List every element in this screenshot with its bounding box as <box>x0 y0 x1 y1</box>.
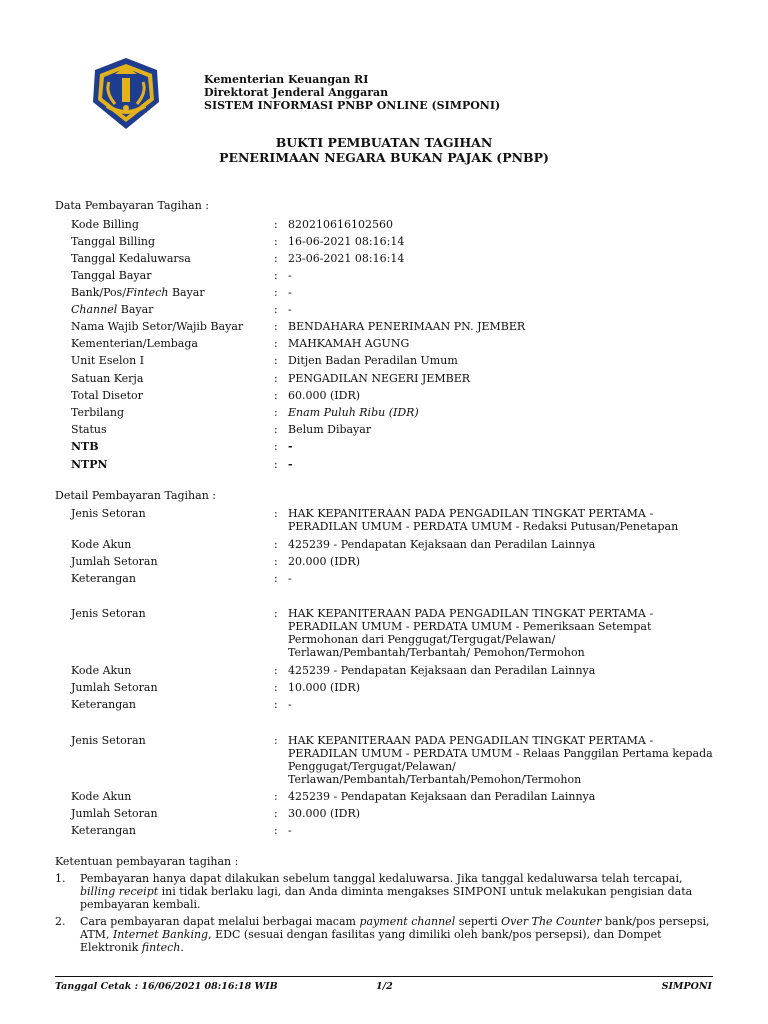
value: - <box>288 269 292 282</box>
label: Jenis Setoran <box>71 734 146 747</box>
colon: : <box>274 507 278 520</box>
value: Enam Puluh Ribu (IDR) <box>288 406 419 419</box>
colon: : <box>274 235 278 248</box>
rule-number: 1. <box>55 872 66 885</box>
colon: : <box>274 681 278 694</box>
value: Belum Dibayar <box>288 423 372 436</box>
label: Keterangan <box>71 698 136 711</box>
label: Tanggal Billing <box>71 235 156 248</box>
rule-1: 1. Pembayaran hanya dapat dilakukan sebelum tanggal kedaluwarsa. Jika tanggal kedaluwarsa telah tercapai, billing receipt ini tidak berlaku lagi, dan Anda diminta mengakses SIMPONI untuk melakukan pengisian data pembayaran kembali. <box>55 872 693 911</box>
colon: : <box>274 698 278 711</box>
value: - <box>288 824 292 837</box>
value: 425239 - Pendapatan Kejaksaan dan Peradilan Lainnya <box>288 790 596 803</box>
colon: : <box>274 790 278 803</box>
label: Kementerian/Lembaga <box>71 337 198 350</box>
payment-rules <box>55 855 715 954</box>
label: Tanggal Bayar <box>71 269 152 282</box>
value: 20.000 (IDR) <box>288 555 361 568</box>
label: Jenis Setoran <box>71 507 146 520</box>
document-title <box>0 136 768 165</box>
colon: : <box>274 286 278 299</box>
label: Nama Wajib Setor/Wajib Bayar <box>71 320 244 333</box>
colon: : <box>274 406 278 419</box>
org-directorate: Direktorat Jenderal Anggaran <box>204 86 389 99</box>
value: - <box>288 440 293 453</box>
label: Jumlah Setoran <box>71 555 158 568</box>
label: NTB <box>71 440 99 453</box>
label: NTPN <box>71 458 108 471</box>
value: - <box>288 698 292 711</box>
value: 425239 - Pendapatan Kejaksaan dan Peradilan Lainnya <box>288 664 596 677</box>
value: Ditjen Badan Peradilan Umum <box>288 354 458 367</box>
label: Jumlah Setoran <box>71 807 158 820</box>
colon: : <box>274 354 278 367</box>
label: Terbilang <box>71 406 125 419</box>
label: Jumlah Setoran <box>71 681 158 694</box>
label: Total Disetor <box>71 389 143 402</box>
colon: : <box>274 337 278 350</box>
colon: : <box>274 440 278 453</box>
colon: : <box>274 252 278 265</box>
org-header <box>204 73 500 112</box>
value: 10.000 (IDR) <box>288 681 361 694</box>
title-line-2: PENERIMAAN NEGARA BUKAN PAJAK (PNBP) <box>219 149 549 165</box>
value: 820210616102560 <box>288 218 393 231</box>
colon: : <box>274 538 278 551</box>
colon: : <box>274 389 278 402</box>
label: Keterangan <box>71 572 136 585</box>
colon: : <box>274 607 278 620</box>
colon: : <box>274 734 278 747</box>
org-system: SISTEM INFORMASI PNBP ONLINE (SIMPONI) <box>204 99 501 112</box>
label: Tanggal Kedaluwarsa <box>71 252 191 265</box>
colon: : <box>274 807 278 820</box>
colon: : <box>274 572 278 585</box>
colon: : <box>274 555 278 568</box>
colon: : <box>274 269 278 282</box>
value: 30.000 (IDR) <box>288 807 361 820</box>
label: Kode Akun <box>71 664 132 677</box>
print-date: Tanggal Cetak : 16/06/2021 08:16:18 WIB <box>55 981 278 992</box>
colon: : <box>274 824 278 837</box>
value: BENDAHARA PENERIMAAN PN. JEMBER <box>288 320 526 333</box>
kemenkeu-emblem-logo <box>91 56 161 131</box>
value: - <box>288 572 292 585</box>
colon: : <box>274 320 278 333</box>
value: 23-06-2021 08:16:14 <box>288 252 405 265</box>
page-number: 1/2 <box>376 981 393 992</box>
label: Unit Eselon I <box>71 354 145 367</box>
detail-heading: Detail Pembayaran Tagihan : <box>55 489 216 502</box>
colon: : <box>274 303 278 316</box>
value: MAHKAMAH AGUNG <box>288 337 410 350</box>
label: Bank/Pos/Fintech Bayar <box>71 286 205 299</box>
footer-divider <box>55 976 713 977</box>
value: HAK KEPANITERAAN PADA PENGADILAN TINGKAT PERTAMA - PERADILAN UMUM - PERDATA UMUM - Pemeriksaan Setempat Permohonan dari Penggugat/Tergugat/Pelawan/ Terlawan/Pembantah/Terbantah/ Pemohon/Termohon <box>288 607 654 659</box>
value: - <box>288 458 293 471</box>
label: Satuan Kerja <box>71 372 144 385</box>
value: 60.000 (IDR) <box>288 389 361 402</box>
value: - <box>288 303 292 316</box>
label: Channel Bayar <box>71 303 154 316</box>
label: Kode Akun <box>71 538 132 551</box>
value: 425239 - Pendapatan Kejaksaan dan Peradilan Lainnya <box>288 538 596 551</box>
colon: : <box>274 218 278 231</box>
org-ministry: Kementerian Keuangan RI <box>204 73 369 86</box>
rule-2: 2. Cara pembayaran dapat melalui berbagai macam payment channel seperti Over The Counter bank/pos persepsi, ATM, Internet Banking, EDC (sesuai dengan fasilitas yang dimiliki oleh bank/pos persepsi), dan Dompet Elektronik fintech. <box>55 915 710 954</box>
label: Keterangan <box>71 824 136 837</box>
value: 16-06-2021 08:16:14 <box>288 235 405 248</box>
label: Jenis Setoran <box>71 607 146 620</box>
value: - <box>288 286 292 299</box>
rules-heading: Ketentuan pembayaran tagihan : <box>55 855 239 868</box>
colon: : <box>274 664 278 677</box>
value: HAK KEPANITERAAN PADA PENGADILAN TINGKAT PERTAMA - PERADILAN UMUM - PERDATA UMUM - Relaas Panggilan Pertama kepada Penggugat/Tergugat/Pelawan/ Terlawan/Pembantah/Terbantah/Pemohon/Termohon <box>288 734 713 786</box>
colon: : <box>274 458 278 471</box>
footer-brand: SIMPONI <box>661 981 712 992</box>
label: Kode Billing <box>71 218 139 231</box>
title-line-1: BUKTI PEMBUATAN TAGIHAN <box>275 135 493 150</box>
colon: : <box>274 423 278 436</box>
value: HAK KEPANITERAAN PADA PENGADILAN TINGKAT PERTAMA - PERADILAN UMUM - PERDATA UMUM - Redaksi Putusan/Penetapan <box>288 507 679 533</box>
label: Status <box>71 423 107 436</box>
payment-data-heading: Data Pembayaran Tagihan : <box>55 199 209 212</box>
value: PENGADILAN NEGERI JEMBER <box>288 372 471 385</box>
rule-number: 2. <box>55 915 66 928</box>
colon: : <box>274 372 278 385</box>
label: Kode Akun <box>71 790 132 803</box>
